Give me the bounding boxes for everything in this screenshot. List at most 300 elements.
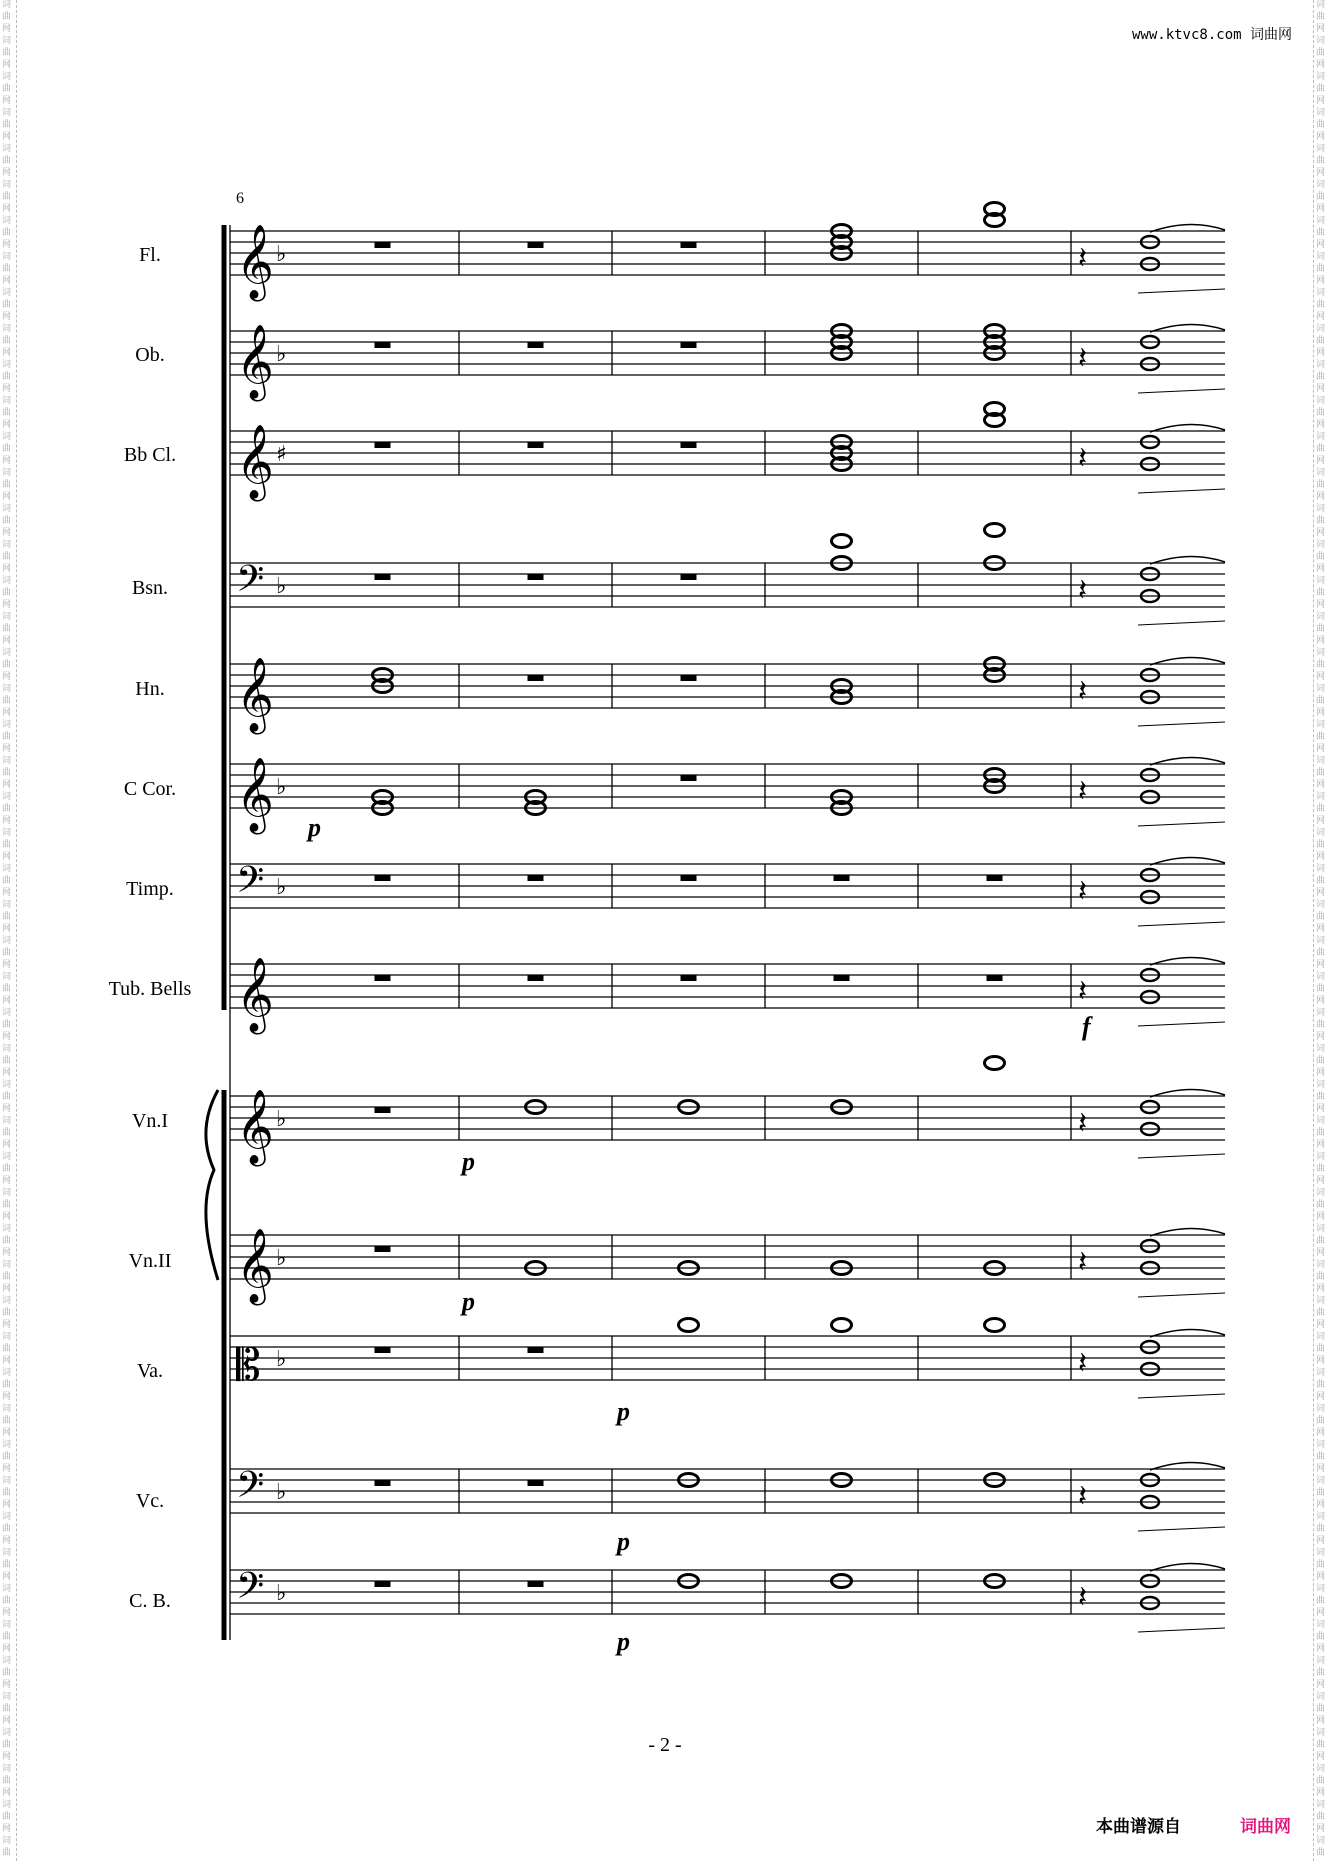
key-signature-icon: ♭ (276, 1107, 287, 1132)
watermark-glyph: 曲 (1316, 1128, 1326, 1138)
watermark-glyph: 曲 (1316, 408, 1326, 418)
key-signature-icon: ♭ (276, 1347, 287, 1372)
whole-note (985, 524, 1005, 537)
watermark-glyph: 网 (1316, 1464, 1326, 1474)
watermark-glyph: 词 (1316, 1656, 1326, 1666)
watermark-glyph: 曲 (1316, 1668, 1326, 1678)
key-signature-icon: ♯ (276, 442, 287, 467)
watermark-glyph: 词 (2, 432, 12, 442)
watermark-glyph: 网 (2, 672, 12, 682)
quarter-rest-icon: 𝄽 (1078, 974, 1088, 1009)
watermark-glyph: 曲 (1316, 1560, 1326, 1570)
instrument-label-flute: Fl. (139, 244, 161, 266)
watermark-glyph: 曲 (1316, 1452, 1326, 1462)
hairpin (1138, 922, 1225, 926)
watermark-glyph: 词 (2, 1152, 12, 1162)
footer-brand-link[interactable]: 词曲网 (1240, 1817, 1291, 1837)
watermark-glyph: 词 (1316, 1728, 1326, 1738)
watermark-glyph: 词 (2, 1836, 12, 1846)
watermark-glyph: 网 (2, 204, 12, 214)
watermark-glyph: 词 (1316, 1368, 1326, 1378)
whole-rest (528, 1480, 544, 1486)
whole-rest (528, 574, 544, 580)
watermark-glyph: 网 (2, 564, 12, 574)
watermark-glyph: 曲 (2, 444, 12, 454)
watermark-glyph: 词 (1316, 432, 1326, 442)
watermark-glyph: 词 (2, 1800, 12, 1810)
watermark-glyph: 词 (2, 1656, 12, 1666)
watermark-glyph: 曲 (1316, 48, 1326, 58)
watermark-glyph: 曲 (2, 1272, 12, 1282)
watermark-glyph: 词 (2, 360, 12, 370)
watermark-glyph: 网 (1316, 456, 1326, 466)
watermark-glyph: 曲 (1316, 84, 1326, 94)
watermark-glyph: 词 (1316, 1296, 1326, 1306)
watermark-glyph: 词 (1316, 612, 1326, 622)
watermark-glyph: 网 (2, 168, 12, 178)
watermark-glyph: 词 (1316, 792, 1326, 802)
watermark-glyph: 曲 (2, 804, 12, 814)
watermark-glyph: 词 (1316, 648, 1326, 658)
watermark-glyph: 词 (2, 1188, 12, 1198)
treble-clef-icon: 𝄞 (236, 758, 274, 832)
watermark-glyph: 词 (2, 1728, 12, 1738)
watermark-glyph: 网 (1316, 1356, 1326, 1366)
watermark-glyph: 词 (2, 1224, 12, 1234)
watermark-glyph: 网 (1316, 888, 1326, 898)
watermark-glyph: 词 (2, 468, 12, 478)
watermark-glyph: 网 (2, 456, 12, 466)
watermark-glyph: 网 (1316, 924, 1326, 934)
watermark-glyph: 曲 (2, 1452, 12, 1462)
watermark-glyph: 网 (1316, 1140, 1326, 1150)
watermark-glyph: 网 (1316, 1320, 1326, 1330)
watermark-glyph: 曲 (1316, 1740, 1326, 1750)
watermark-glyph: 词 (1316, 1404, 1326, 1414)
quarter-rest-icon: 𝄽 (1078, 774, 1088, 809)
watermark-glyph: 曲 (1316, 1704, 1326, 1714)
watermark-glyph: 词 (2, 288, 12, 298)
dynamic-p-vn1: p (462, 1147, 475, 1176)
key-signature-icon: ♭ (276, 342, 287, 367)
hairpin (1138, 1527, 1225, 1531)
watermark-glyph: 曲 (1316, 1236, 1326, 1246)
watermark-glyph: 网 (1316, 132, 1326, 142)
watermark-glyph: 网 (2, 1104, 12, 1114)
watermark-glyph: 曲 (1316, 1488, 1326, 1498)
watermark-glyph: 曲 (2, 1740, 12, 1750)
watermark-glyph: 曲 (1316, 660, 1326, 670)
watermark-glyph: 网 (2, 528, 12, 538)
watermark-glyph: 词 (1316, 1764, 1326, 1774)
watermark-glyph: 网 (2, 600, 12, 610)
watermark-glyph: 词 (2, 1080, 12, 1090)
measure-number: 6 (236, 190, 244, 207)
dynamic-f-tub-bells: f (1082, 1012, 1091, 1041)
watermark-glyph: 曲 (1316, 372, 1326, 382)
whole-rest (375, 442, 391, 448)
watermark-glyph: 曲 (2, 1596, 12, 1606)
whole-rest (375, 975, 391, 981)
watermark-glyph: 曲 (1316, 552, 1326, 562)
watermark-glyph: 网 (1316, 1068, 1326, 1078)
watermark-glyph: 词 (1316, 828, 1326, 838)
watermark-glyph: 网 (2, 1392, 12, 1402)
watermark-glyph: 网 (1316, 312, 1326, 322)
watermark-glyph: 曲 (2, 552, 12, 562)
watermark-glyph: 网 (1316, 420, 1326, 430)
watermark-glyph: 曲 (1316, 300, 1326, 310)
watermark-glyph: 曲 (1316, 1092, 1326, 1102)
whole-rest (375, 875, 391, 881)
watermark-glyph: 网 (2, 1032, 12, 1042)
whole-rest (528, 1581, 544, 1587)
watermark-glyph: 词 (1316, 36, 1326, 46)
instrument-label-timpani: Timp. (126, 878, 174, 900)
watermark-glyph: 曲 (2, 840, 12, 850)
instrument-label-oboe: Ob. (135, 344, 165, 366)
watermark-glyph: 网 (1316, 744, 1326, 754)
watermark-glyph: 词 (2, 324, 12, 334)
watermark-glyph: 曲 (2, 480, 12, 490)
treble-clef-icon: 𝄞 (236, 325, 274, 399)
watermark-glyph: 曲 (2, 1200, 12, 1210)
watermark-glyph: 词 (2, 252, 12, 262)
watermark-glyph: 网 (2, 1536, 12, 1546)
watermark-glyph: 网 (1316, 672, 1326, 682)
watermark-glyph: 词 (1316, 1008, 1326, 1018)
whole-rest (987, 975, 1003, 981)
watermark-glyph: 词 (1316, 1188, 1326, 1198)
instrument-label-cello: Vc. (135, 1490, 165, 1512)
watermark-glyph: 曲 (2, 264, 12, 274)
watermark-glyph: 曲 (2, 1848, 12, 1858)
watermark-glyph: 词 (2, 1584, 12, 1594)
watermark-glyph: 曲 (2, 372, 12, 382)
watermark-glyph: 网 (1316, 960, 1326, 970)
watermark-glyph: 词 (2, 180, 12, 190)
watermark-glyph: 词 (1316, 1116, 1326, 1126)
watermark-glyph: 曲 (2, 1092, 12, 1102)
hairpin (1138, 289, 1225, 293)
watermark-glyph: 词 (2, 396, 12, 406)
whole-rest (681, 875, 697, 881)
key-signature-icon: ♭ (276, 775, 287, 800)
watermark-glyph: 曲 (2, 120, 12, 130)
watermark-glyph: 词 (2, 612, 12, 622)
watermark-glyph: 词 (1316, 972, 1326, 982)
treble-clef-icon: 𝄞 (236, 425, 274, 499)
treble-clef-icon: 𝄞 (236, 1090, 274, 1164)
watermark-glyph: 网 (1316, 996, 1326, 1006)
watermark-glyph: 曲 (1316, 192, 1326, 202)
dynamic-p-vn2: p (462, 1287, 475, 1316)
watermark-glyph: 网 (1316, 1716, 1326, 1726)
quarter-rest-icon: 𝄽 (1078, 1245, 1088, 1280)
watermark-glyph: 词 (1316, 864, 1326, 874)
watermark-glyph: 词 (1316, 1080, 1326, 1090)
watermark-glyph: 网 (2, 1320, 12, 1330)
watermark-glyph: 网 (1316, 1824, 1326, 1834)
watermark-glyph: 词 (1316, 108, 1326, 118)
watermark-glyph: 曲 (1316, 1164, 1326, 1174)
bass-clef-icon: 𝄢 (236, 859, 265, 910)
dynamic-p-vc: p (617, 1527, 630, 1556)
whole-note (985, 1319, 1005, 1332)
watermark-glyph: 网 (2, 312, 12, 322)
watermark-glyph: 曲 (1316, 120, 1326, 130)
watermark-glyph: 网 (2, 960, 12, 970)
watermark-glyph: 曲 (2, 48, 12, 58)
whole-rest (681, 975, 697, 981)
watermark-glyph: 词 (1316, 72, 1326, 82)
whole-rest (375, 1246, 391, 1252)
watermark-glyph: 曲 (2, 516, 12, 526)
watermark-glyph: 网 (2, 60, 12, 70)
whole-rest (528, 1347, 544, 1353)
hairpin (1138, 1154, 1225, 1158)
quarter-rest-icon: 𝄽 (1078, 441, 1088, 476)
watermark-glyph: 曲 (2, 84, 12, 94)
watermark-glyph: 词 (2, 864, 12, 874)
watermark-glyph: 词 (2, 540, 12, 550)
watermark-glyph: 曲 (1316, 444, 1326, 454)
hairpin (1138, 822, 1225, 826)
watermark-glyph: 网 (2, 1608, 12, 1618)
whole-rest (528, 975, 544, 981)
watermark-glyph: 词 (1316, 1620, 1326, 1630)
watermark-glyph: 网 (1316, 1680, 1326, 1690)
watermark-glyph: 网 (2, 1824, 12, 1834)
watermark-glyph: 曲 (1316, 948, 1326, 958)
watermark-glyph: 网 (2, 420, 12, 430)
whole-note (985, 1057, 1005, 1070)
watermark-glyph: 词 (1316, 1260, 1326, 1270)
watermark-glyph: 网 (1316, 1176, 1326, 1186)
watermark-glyph: 曲 (2, 12, 12, 22)
staves (206, 225, 1225, 1640)
watermark-glyph: 词 (2, 504, 12, 514)
key-signature-icon: ♭ (276, 1581, 287, 1606)
watermark-glyph: 网 (2, 1140, 12, 1150)
watermark-glyph: 网 (1316, 348, 1326, 358)
watermark-glyph: 词 (1316, 684, 1326, 694)
whole-rest (375, 342, 391, 348)
watermark-glyph: 曲 (2, 1560, 12, 1570)
hairpin (1138, 1394, 1225, 1398)
watermark-glyph: 网 (2, 132, 12, 142)
watermark-glyph: 网 (2, 852, 12, 862)
watermark-glyph: 词 (2, 756, 12, 766)
hairpin (1138, 621, 1225, 625)
watermark-glyph: 词 (1316, 180, 1326, 190)
watermark-glyph: 曲 (2, 1668, 12, 1678)
watermark-glyph: 词 (2, 1692, 12, 1702)
watermark-glyph: 网 (1316, 1248, 1326, 1258)
watermark-glyph: 词 (2, 1368, 12, 1378)
watermark-glyph: 曲 (2, 768, 12, 778)
watermark-glyph: 曲 (2, 912, 12, 922)
whole-rest (681, 342, 697, 348)
watermark-glyph: 词 (2, 1440, 12, 1450)
watermark-glyph: 曲 (1316, 1524, 1326, 1534)
watermark-glyph: 网 (1316, 528, 1326, 538)
watermark-glyph: 曲 (1316, 336, 1326, 346)
watermark-glyph: 词 (1316, 900, 1326, 910)
treble-clef-icon: 𝄞 (236, 958, 274, 1032)
watermark-glyph: 网 (2, 744, 12, 754)
watermark-glyph: 词 (2, 72, 12, 82)
watermark-glyph: 网 (2, 492, 12, 502)
watermark-glyph: 网 (2, 1500, 12, 1510)
watermark-glyph: 词 (2, 1764, 12, 1774)
watermark-glyph: 词 (2, 1620, 12, 1630)
watermark-glyph: 网 (2, 276, 12, 286)
watermark-glyph: 网 (2, 1464, 12, 1474)
quarter-rest-icon: 𝄽 (1078, 241, 1088, 276)
watermark-glyph: 网 (1316, 1572, 1326, 1582)
watermark-glyph: 曲 (2, 300, 12, 310)
instrument-label-violin-2: Vn.II (128, 1250, 172, 1272)
watermark-glyph: 网 (1316, 1788, 1326, 1798)
key-signature-icon: ♭ (276, 875, 287, 900)
watermark-glyph: 曲 (1316, 1416, 1326, 1426)
quarter-rest-icon: 𝄽 (1078, 1580, 1088, 1615)
whole-rest (681, 675, 697, 681)
watermark-glyph: 网 (1316, 1104, 1326, 1114)
whole-rest (528, 242, 544, 248)
watermark-glyph: 曲 (1316, 876, 1326, 886)
watermark-glyph: 词 (2, 1296, 12, 1306)
quarter-rest-icon: 𝄽 (1078, 874, 1088, 909)
watermark-glyph: 网 (2, 1752, 12, 1762)
watermark-glyph: 词 (1316, 396, 1326, 406)
quarter-rest-icon: 𝄽 (1078, 573, 1088, 608)
watermark-glyph: 网 (2, 996, 12, 1006)
watermark-glyph: 词 (2, 1404, 12, 1414)
watermark-glyph: 曲 (1316, 1200, 1326, 1210)
whole-rest (681, 574, 697, 580)
watermark-glyph: 曲 (1316, 696, 1326, 706)
whole-rest (375, 1347, 391, 1353)
watermark-glyph: 网 (2, 348, 12, 358)
watermark-glyph: 词 (1316, 1044, 1326, 1054)
quarter-rest-icon: 𝄽 (1078, 1479, 1088, 1514)
watermark-glyph: 曲 (1316, 1596, 1326, 1606)
watermark-glyph: 曲 (2, 228, 12, 238)
bass-clef-icon: 𝄢 (236, 1565, 265, 1616)
notes (373, 203, 1226, 1633)
watermark-glyph: 网 (1316, 1644, 1326, 1654)
whole-rest (681, 775, 697, 781)
whole-rest (375, 1107, 391, 1113)
whole-rest (375, 1480, 391, 1486)
watermark-glyph: 词 (2, 972, 12, 982)
watermark-glyph: 曲 (1316, 516, 1326, 526)
watermark-glyph: 曲 (2, 1344, 12, 1354)
watermark-glyph: 词 (1316, 1836, 1326, 1846)
watermark-glyph: 词 (2, 828, 12, 838)
whole-rest (834, 975, 850, 981)
instrument-label-bassoon: Bsn. (131, 577, 169, 599)
watermark-glyph: 词 (2, 1332, 12, 1342)
watermark-glyph: 词 (2, 216, 12, 226)
watermark-glyph: 网 (1316, 1752, 1326, 1762)
watermark-glyph: 曲 (2, 336, 12, 346)
watermark-glyph: 词 (1316, 720, 1326, 730)
watermark-glyph: 网 (1316, 24, 1326, 34)
watermark-glyph: 词 (1316, 1440, 1326, 1450)
watermark-glyph: 曲 (1316, 912, 1326, 922)
watermark-glyph: 词 (2, 720, 12, 730)
bass-clef-icon: 𝄢 (236, 1464, 265, 1515)
watermark-glyph: 网 (2, 1572, 12, 1582)
watermark-glyph: 曲 (2, 660, 12, 670)
whole-note (832, 535, 852, 548)
watermark-glyph: 网 (2, 1212, 12, 1222)
treble-clef-icon: 𝄞 (236, 225, 274, 299)
watermark-glyph: 网 (2, 1068, 12, 1078)
whole-rest (528, 342, 544, 348)
instrument-label-tubular-bells: Tub. Bells (108, 978, 192, 1000)
watermark-glyph: 网 (1316, 1500, 1326, 1510)
whole-rest (528, 442, 544, 448)
whole-rest (987, 875, 1003, 881)
site-header[interactable]: www.ktvc8.com 词曲网 (1131, 27, 1292, 43)
watermark-glyph: 网 (2, 1428, 12, 1438)
watermark-glyph: 曲 (2, 696, 12, 706)
watermark-glyph: 曲 (2, 984, 12, 994)
watermark-glyph: 词 (2, 108, 12, 118)
whole-rest (681, 242, 697, 248)
watermark-glyph: 词 (1316, 936, 1326, 946)
watermark-glyph: 词 (1316, 252, 1326, 262)
key-signature-icon: ♭ (276, 242, 287, 267)
watermark-glyph: 网 (1316, 780, 1326, 790)
watermark-glyph: 词 (1316, 360, 1326, 370)
watermark-glyph: 曲 (2, 1524, 12, 1534)
hairpin (1138, 722, 1225, 726)
watermark-glyph: 曲 (1316, 156, 1326, 166)
watermark-glyph: 词 (2, 936, 12, 946)
watermark-glyph: 曲 (1316, 840, 1326, 850)
hairpin (1138, 1628, 1225, 1632)
watermark-glyph: 网 (2, 1284, 12, 1294)
watermark-glyph: 曲 (2, 624, 12, 634)
watermark-glyph: 曲 (1316, 1380, 1326, 1390)
watermark-glyph: 曲 (2, 1056, 12, 1066)
key-signature-icon: ♭ (276, 574, 287, 599)
whole-rest (375, 1581, 391, 1587)
watermark-glyph: 网 (2, 708, 12, 718)
watermark-glyph: 网 (2, 1788, 12, 1798)
watermark-glyph: 网 (1316, 816, 1326, 826)
watermark-glyph: 曲 (1316, 1308, 1326, 1318)
watermark-glyph: 曲 (1316, 804, 1326, 814)
watermark-glyph: 曲 (2, 192, 12, 202)
watermark-glyph: 曲 (1316, 1020, 1326, 1030)
watermark-glyph: 词 (2, 1116, 12, 1126)
watermark-glyph: 词 (1316, 216, 1326, 226)
watermark-glyph: 曲 (1316, 1632, 1326, 1642)
watermark-glyph: 网 (1316, 564, 1326, 574)
dynamic-p-c-cor: p (308, 813, 321, 842)
whole-rest (375, 242, 391, 248)
watermark-glyph: 曲 (1316, 1056, 1326, 1066)
instrument-label-viola: Va. (136, 1360, 164, 1382)
watermark-glyph: 词 (2, 1260, 12, 1270)
watermark-glyph: 网 (2, 1176, 12, 1186)
